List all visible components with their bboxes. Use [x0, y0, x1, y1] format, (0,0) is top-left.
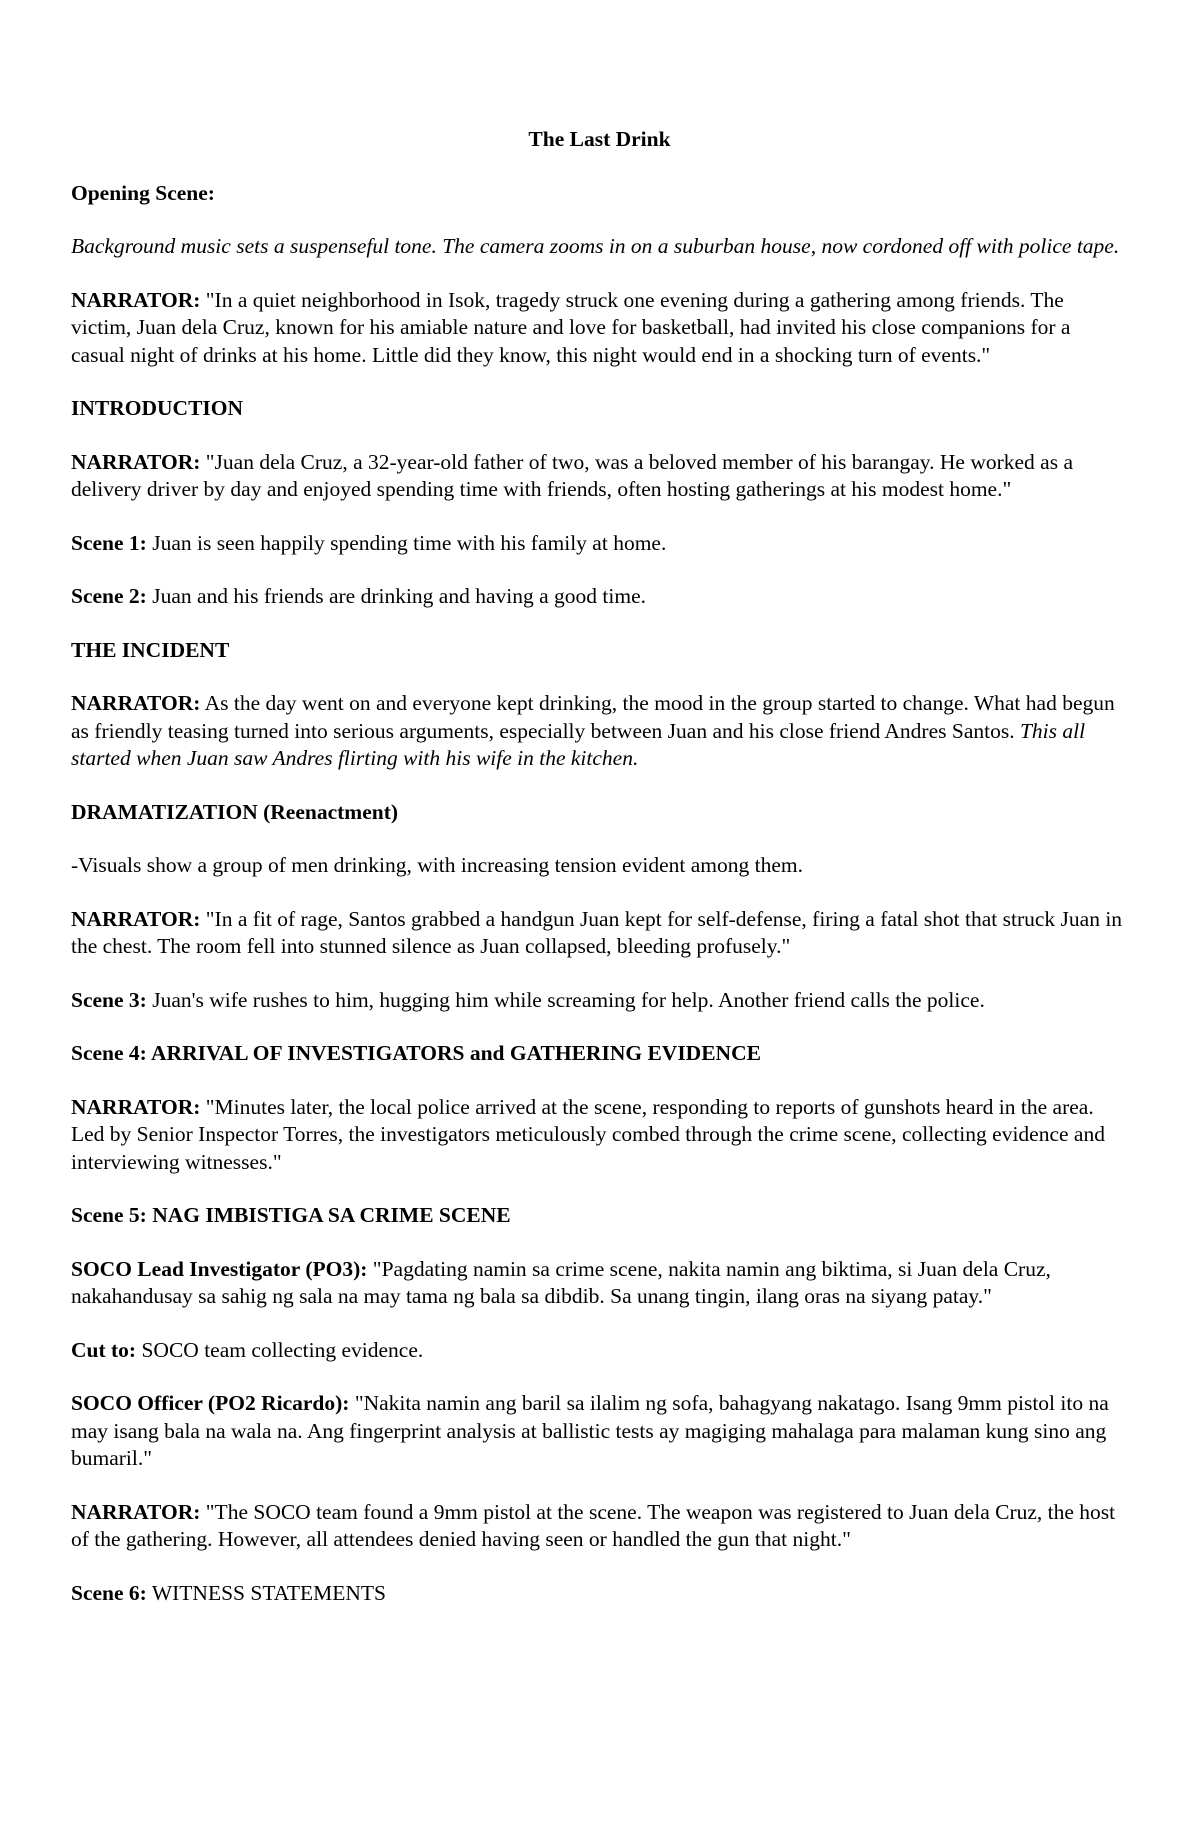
narrator-text: "Juan dela Cruz, a 32-year-old father of two, was a beloved member of his barangay. He worked as a delivery driver by day and enjoyed spending time with friends, often hosting gatherings at his modest home." — [71, 449, 1074, 501]
scene-5 — [71, 1202, 1128, 1230]
narrator-text: As the day went on and everyone kept drinking, the mood in the group started to change. What had begun as friendly teasing turned into serious arguments, especially between Juan and his close friend Andres Santos. — [71, 691, 1115, 743]
narrator-paragraph-4 — [71, 906, 1128, 961]
scene-1-label: Scene 1: — [71, 530, 147, 555]
narrator-text: "Minutes later, the local police arrived at the scene, responding to reports of gunshots heard in the area. Led by Senior Inspector Torres, the investigators meticulously combed through the crime scene, collecting evidence and interviewing witnesses." — [71, 1094, 1105, 1174]
soco-officer-statement — [71, 1390, 1128, 1473]
scene-2-label: Scene 2: — [71, 584, 147, 608]
opening-scene-direction: Background music sets a suspenseful tone. The camera zooms in on a suburban house, now cordoned off with police tape. — [71, 234, 1120, 258]
scene-4 — [71, 1040, 1128, 1068]
cut-to-text: SOCO team collecting evidence. — [141, 1337, 424, 1362]
scene-2 — [71, 583, 1128, 611]
narrator-text-italic: This all started when Juan saw Andres flirting with his wife in the kitchen. — [71, 718, 1086, 770]
opening-scene-label: Opening Scene: — [71, 180, 215, 205]
scene-5-label: Scene 5: — [71, 1203, 147, 1227]
scene-5-text: NAG IMBISTIGA SA CRIME SCENE — [152, 1203, 511, 1227]
scene-1-text: Juan is seen happily spending time with his family at home. — [152, 530, 667, 555]
cut-to — [71, 1337, 1128, 1365]
dramatization-heading: DRAMATIZATION (Reenactment) — [71, 799, 399, 824]
narrator-label: NARRATOR: — [71, 691, 201, 715]
narrator-label: NARRATOR: — [71, 449, 201, 474]
incident-heading: THE INCIDENT — [71, 637, 230, 662]
narrator-paragraph-2 — [71, 449, 1128, 504]
document-title: The Last Drink — [528, 127, 671, 151]
soco-lead-text: "Pagdating namin sa crime scene, nakita namin ang biktima, si Juan dela Cruz, nakahandusay sa sahig ng sala na may tama ng bala sa dibdib. Sa unang tingin, ilang oras na siyang patay." — [71, 1256, 1051, 1308]
narrator-text: "In a quiet neighborhood in Isok, tragedy struck one evening during a gathering among friends. The victim, Juan dela Cruz, known for his amiable nature and love for basketball, had invited his close companions for a casual night of drinks at his home. Little did they know, this night would end in a shocking turn of events." — [71, 287, 1071, 367]
scene-2-text: Juan and his friends are drinking and having a good time. — [152, 584, 646, 608]
narrator-paragraph-5 — [71, 1094, 1128, 1177]
scene-6 — [71, 1580, 1128, 1608]
scene-3-text: Juan's wife rushes to him, hugging him while screaming for help. Another friend calls the police. — [152, 987, 985, 1012]
narrator-text: "The SOCO team found a 9mm pistol at the scene. The weapon was registered to Juan dela Cruz, the host of the gathering. However, all attendees denied having seen or handled the gun that night." — [71, 1499, 1116, 1551]
soco-officer-label: SOCO Officer (PO2 Ricardo): — [71, 1391, 350, 1415]
scene-6-text: WITNESS STATEMENTS — [151, 1580, 387, 1605]
narrator-label: NARRATOR: — [71, 1094, 201, 1119]
narrator-label: NARRATOR: — [71, 1499, 201, 1524]
scene-4-label: Scene 4: — [71, 1041, 147, 1065]
narrator-paragraph-3 — [71, 690, 1128, 773]
scene-3 — [71, 987, 1128, 1015]
scene-1 — [71, 530, 1128, 558]
soco-lead-label: SOCO Lead Investigator (PO3): — [71, 1256, 368, 1281]
narrator-paragraph-1 — [71, 287, 1128, 370]
scene-6-label: Scene 6: — [71, 1580, 147, 1605]
introduction-heading: INTRODUCTION — [71, 396, 244, 420]
scene-3-label: Scene 3: — [71, 987, 147, 1012]
narrator-text: "In a fit of rage, Santos grabbed a handgun Juan kept for self-defense, firing a fatal shot that struck Juan in the chest. The room fell into stunned silence as Juan collapsed, bleeding profusely." — [71, 906, 1123, 958]
scene-4-text: ARRIVAL OF INVESTIGATORS and GATHERING EVIDENCE — [151, 1041, 761, 1065]
visuals-direction: -Visuals show a group of men drinking, with increasing tension evident among them. — [71, 853, 803, 877]
soco-lead-statement — [71, 1256, 1128, 1311]
narrator-paragraph-6 — [71, 1499, 1128, 1554]
opening-scene-heading — [71, 180, 1128, 208]
narrator-label: NARRATOR: — [71, 287, 201, 312]
soco-officer-text: "Nakita namin ang baril sa ilalim ng sofa, bahagyang nakatago. Isang 9mm pistol ito na may isang bala na wala na. Ang fingerprint analysis at ballistic tests ay magiging mahalaga para malaman kung sino ang bumaril." — [71, 1391, 1109, 1470]
narrator-label: NARRATOR: — [71, 906, 201, 931]
cut-to-label: Cut to: — [71, 1337, 137, 1362]
